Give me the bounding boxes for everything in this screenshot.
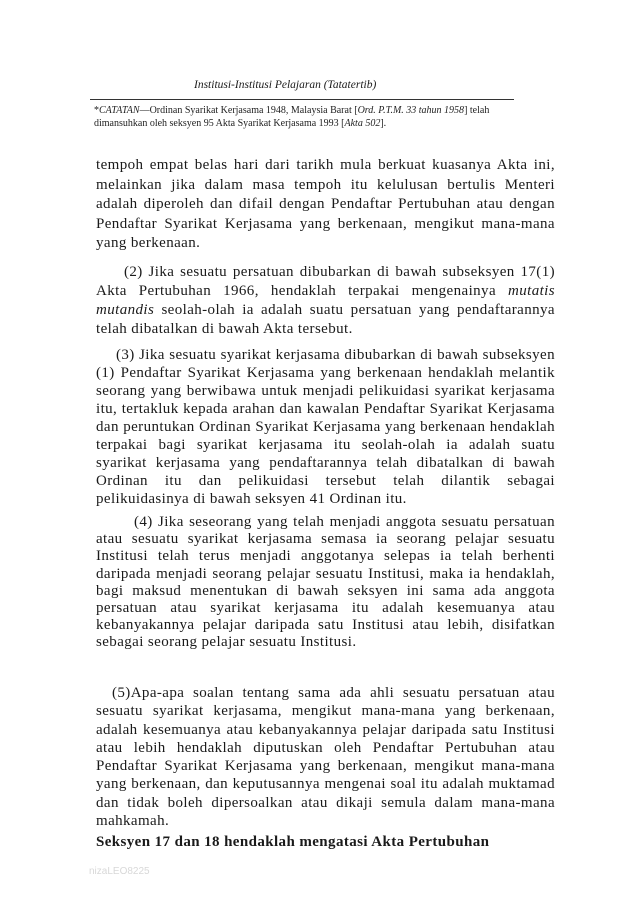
subsection-3-text: (3) Jika sesuatu syarikat kerjasama dibubarkan di bawah subseksyen (1) Pendaftar Syarikat Kerjasama yang berkenaan hendaklah melantik seorang yang berwibawa untuk menjadi pelikuidasi syarikat kerjasama itu, tertakluk kepada arahan dan kawalan Pendaftar Syarikat Kerjasama dan peruntukan Ordinan Syarikat Kerjasama yang berkenaan hendaklah terpakai bagi syarikat kerjasama itu seolah-olah ia adalah suatu syarikat kerjasama yang pendaftarannya telah dibatalkan di bawah Ordinan itu dan pelikuidasi tersebut telah dilantik sebagai pelikuidasinya di bawah seksyen 41 Ordinan itu. bbox=[96, 347, 555, 507]
footnote-catatan: CATATAN bbox=[99, 105, 140, 116]
footnote-text-c: ]. bbox=[380, 118, 387, 129]
running-header: Institusi-Institusi Pelajaran (Tatatertib) bbox=[194, 79, 377, 91]
paragraph-subsection-5 bbox=[96, 684, 555, 830]
subsection-5-text: (5)Apa-apa soalan tentang sama ada ahli sesuatu persatuan atau sesuatu syarikat kerjasama, mengikut mana-mana yang berkenaan, adalah kesemuanya atau kebanyakannya pelajar daripada satu Institusi atau lebih hendaklah diputuskan oleh Pendaftar Pertubuhan atau Pendaftar Syarikat Kerjasama yang berkenaan, mengikut mana-mana yang berkenaan, dan keputusannya mengenai soal itu adalah muktamad dan tidak boleh dipersoalkan atau dikaji semula dalam mana-mana mahkamah. bbox=[96, 685, 555, 830]
section-heading-line: Seksyen 17 dan 18 hendaklah mengatasi Akta Pertubuhan bbox=[96, 834, 490, 850]
footnote bbox=[94, 104, 544, 130]
footnote-akta-ref: Akta 502 bbox=[344, 118, 381, 129]
paragraph-subsection-3 bbox=[96, 346, 555, 508]
footnote-marker: * bbox=[94, 105, 99, 116]
footnote-text-a: —Ordinan Syarikat Kerjasama 1948, Malaysia Barat [ bbox=[139, 105, 358, 116]
header-rule bbox=[90, 99, 514, 100]
subsection-2-text-a: (2) Jika sesuatu persatuan dibubarkan di bawah subseksyen 17(1) Akta Pertubuhan 1966, hendaklah terpakai mengenainya bbox=[96, 264, 555, 299]
paragraph-subsection-2 bbox=[96, 263, 555, 339]
paragraph-continuation: tempoh empat belas hari dari tarikh mula berkuat kuasanya Akta ini, melainkan jika dalam masa tempoh itu kelulusan bertulis Menteri adalah diperoleh dan difail dengan Pendaftar Pertubuhan atau dengan Pendaftar Syarikat Kerjasama yang berkenaan, mengikut mana-mana yang berkenaan. bbox=[96, 157, 555, 252]
footnote-ord-ref: Ord. P.T.M. 33 tahun 1958 bbox=[357, 105, 465, 116]
subsection-4-text: (4) Jika seseorang yang telah menjadi anggota sesuatu persatuan atau sesuatu syarikat kerjasama semasa ia seorang pelajar sesuatu Institusi telah terus menjadi anggotanya selepas ia telah berhenti daripada menjadi seorang pelajar sesuatu Institusi, maka ia hendaklah, bagi maksud menentukan di bawah seksyen ini sama ada anggota persatuan atau syarikat kerjasama itu adalah kesemuanya atau kebanyakannya pelajar daripada satu Institusi atau lebih, disifatkan sebagai seorang pelajar sesuatu Institusi. bbox=[96, 514, 555, 651]
footnote-text-b: ] telah dimansuhkan oleh seksyen 95 Akta Syarikat Kerjasama 1993 [ bbox=[94, 105, 490, 129]
watermark: nizaLEO8225 bbox=[89, 866, 150, 877]
subsection-2-italic: mutatis mutandis bbox=[96, 283, 555, 318]
subsection-2-text-b: seolah-olah ia adalah suatu persatuan yang pendaftarannya telah dibatalkan di bawah Akta tersebut. bbox=[96, 302, 555, 337]
paragraph-subsection-4 bbox=[96, 514, 555, 652]
